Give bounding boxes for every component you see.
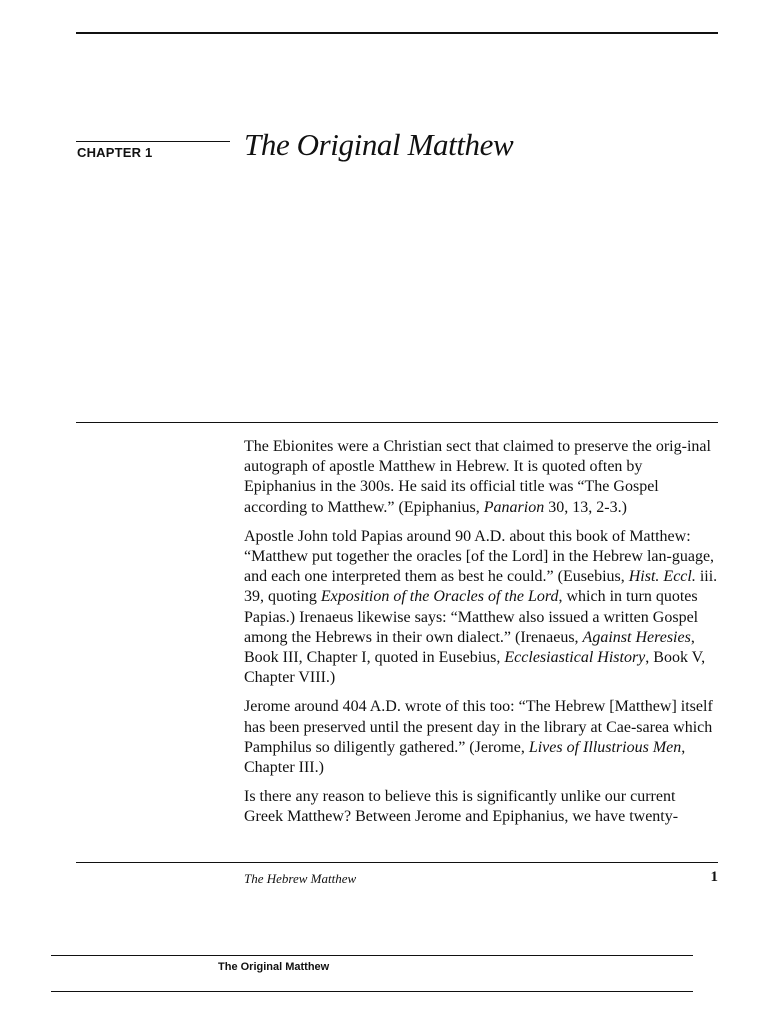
- paragraph-4: Is there any reason to believe this is significantly unlike our current Greek Matthew? Between Jerome and Epiphanius, we have twenty-: [244, 788, 679, 826]
- running-header-top-rule: [51, 955, 693, 956]
- citation-title: Hist. Eccl.: [628, 568, 696, 586]
- paragraph-2: Apostle John told Papias around 90 A.D. about this book of Matthew: “Matthew put together the oracles [of the Lord] in the Hebrew lan-guage, and each one interpreted them as best he could.” (Eusebius, Hist. Eccl. iii. 39, quoting Exposition of the Oracles of the Lord, which in turn quotes Papias.) Irenaeus likewise says: “Matthew also issued a written Gospel among the Hebrews in their own dialect.” (Irenaeus, Against Heresies, Book III, Chapter I, quoted in Eusebius, Ecclesiastical History, Book V, Chapter VIII.): [244, 527, 718, 687]
- running-header-title: The Original Matthew: [218, 961, 330, 973]
- citation-title: Exposition of the Oracles of the Lord: [320, 588, 559, 606]
- citation-title: Lives of Illustrious Men: [528, 738, 682, 756]
- body-text: [244, 437, 718, 837]
- citation-title: Panarion: [483, 498, 545, 516]
- citation-title: Against Heresies: [582, 628, 691, 646]
- running-header-bottom-rule: [51, 991, 693, 992]
- top-rule: [76, 32, 718, 34]
- chapter-label-rule: [76, 141, 230, 142]
- chapter-label: CHAPTER 1: [77, 145, 153, 160]
- citation-title: Ecclesiastical History: [504, 649, 646, 667]
- chapter-title: The Original Matthew: [244, 127, 514, 162]
- body-rule: [76, 422, 718, 423]
- page-number: 1: [710, 869, 718, 885]
- paragraph-1: The Ebionites were a Christian sect that claimed to preserve the orig-inal autograph of apostle Matthew in Hebrew. It is quoted often by Epiphanius in the 300s. He said its official title was “The Gospel according to Matthew.” (Epiphanius, Panarion 30, 13, 2-3.): [244, 438, 711, 516]
- paragraph-3: Jerome around 404 A.D. wrote of this too: “The Hebrew [Matthew] itself has been preserved until the present day in the library at Cae-sarea which Pamphilus so diligently gathered.” (Jerome, Lives of Illustrious Men, Chapter III.): [244, 698, 713, 777]
- footer-rule: [76, 862, 718, 863]
- footer-book-title: The Hebrew Matthew: [244, 871, 357, 886]
